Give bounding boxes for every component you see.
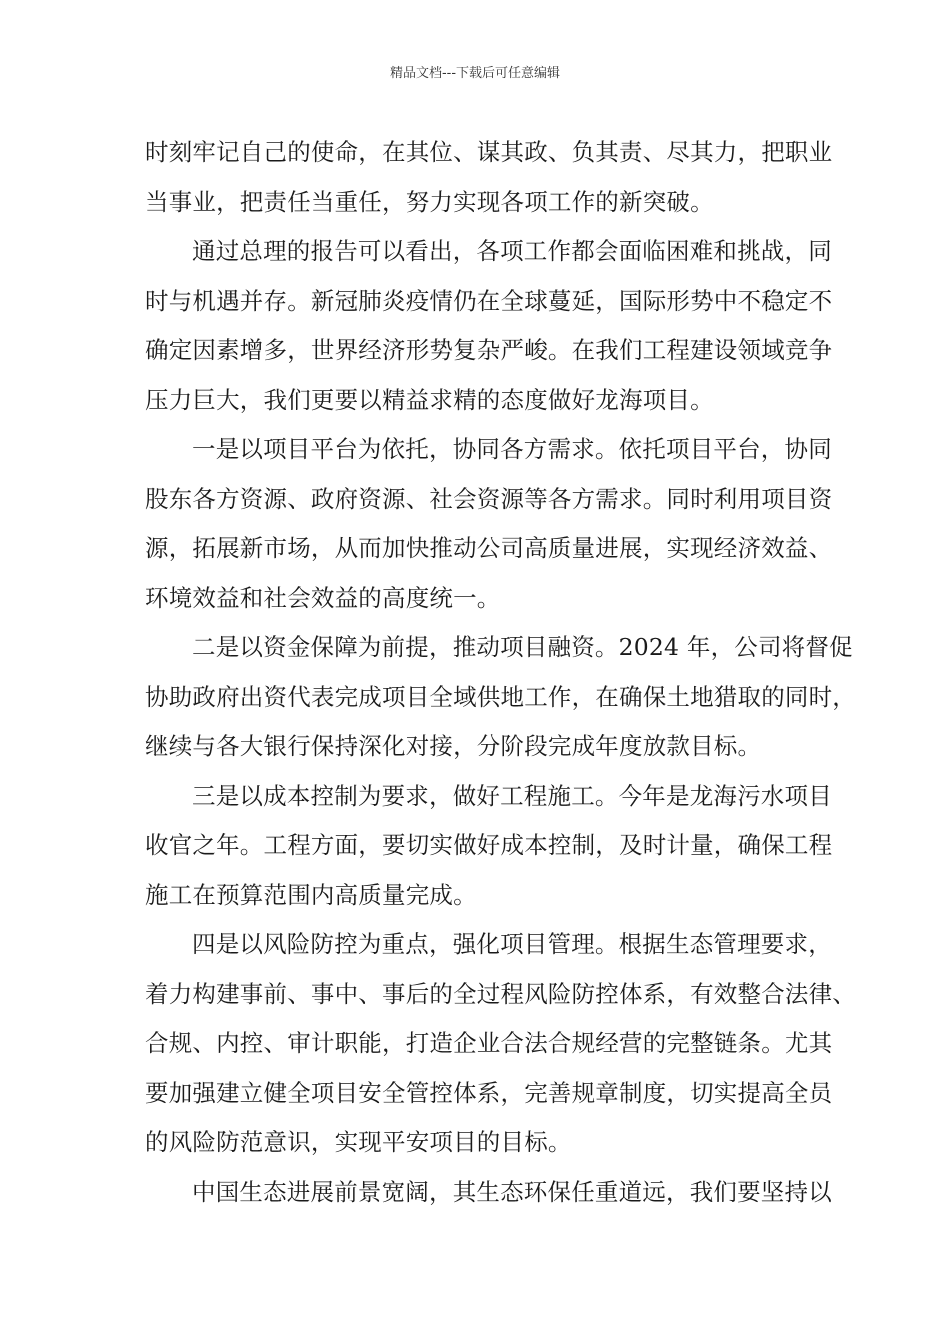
paragraph <box>145 128 833 227</box>
text-line: 施工在预算范围内高质量完成。 <box>145 880 477 909</box>
document-body <box>145 128 856 1217</box>
text-line: 时刻牢记自己的使命，在其位、谋其政、负其责、尽其力，把职业 <box>145 138 833 166</box>
text-line: 源，拓展新市场，从而加快推动公司高质量进展，实现经济效益、 <box>145 534 833 562</box>
paragraph <box>145 623 856 772</box>
text-line: 确定因素增多，世界经济形势复杂严峻。在我们工程建设领域竞争 <box>145 336 833 364</box>
text-line: 的风险防范意识，实现平安项目的目标。 <box>145 1128 572 1156</box>
paragraph <box>145 425 833 623</box>
text-line: 通过总理的报告可以看出，各项工作都会面临困难和挑战，同 <box>192 237 832 265</box>
paragraph <box>145 1168 832 1218</box>
text-line: 中国生态进展前景宽阔，其生态环保任重道远，我们要坚持以 <box>192 1177 832 1206</box>
text-line: 合规、内控、审计职能，打造企业合法合规经营的完整链条。尤其 <box>145 1029 833 1057</box>
page-header: 精品文档---下载后可任意编辑 <box>389 66 561 81</box>
text-line: 二是以资金保障为前提，推动项目融资。2024 年，公司将督促 <box>192 633 853 661</box>
paragraph <box>145 227 833 425</box>
text-line: 继续与各大银行保持深化对接，分阶段完成年度放款目标。 <box>145 732 762 760</box>
text-line: 收官之年。工程方面，要切实做好成本控制，及时计量，确保工程 <box>145 831 833 859</box>
text-line: 一是以项目平台为依托，协同各方需求。依托项目平台，协同 <box>192 435 832 463</box>
text-line: 着力构建事前、事中、事后的全过程风险防控体系，有效整合法律、 <box>145 979 856 1008</box>
text-line: 时与机遇并存。新冠肺炎疫情仍在全球蔓延，国际形势中不稳定不 <box>145 286 833 315</box>
text-line: 要加强建立健全项目安全管控体系，完善规章制度，切实提高全员 <box>145 1078 833 1107</box>
text-line: 三是以成本控制为要求，做好工程施工。今年是龙海污水项目 <box>192 781 832 810</box>
text-line: 股东各方资源、政府资源、社会资源等各方需求。同时利用项目资 <box>145 484 833 513</box>
paragraph <box>145 772 833 921</box>
paragraph <box>145 920 856 1168</box>
text-line: 环境效益和社会效益的高度统一。 <box>145 583 501 612</box>
text-line: 当事业，把责任当重任，努力实现各项工作的新突破。 <box>145 187 714 216</box>
text-line: 协助政府出资代表完成项目全域供地工作，在确保土地猎取的同时， <box>145 682 856 711</box>
text-line: 四是以风险防控为重点，强化项目管理。根据生态管理要求， <box>192 930 832 958</box>
text-line: 压力巨大，我们更要以精益求精的态度做好龙海项目。 <box>145 385 714 414</box>
